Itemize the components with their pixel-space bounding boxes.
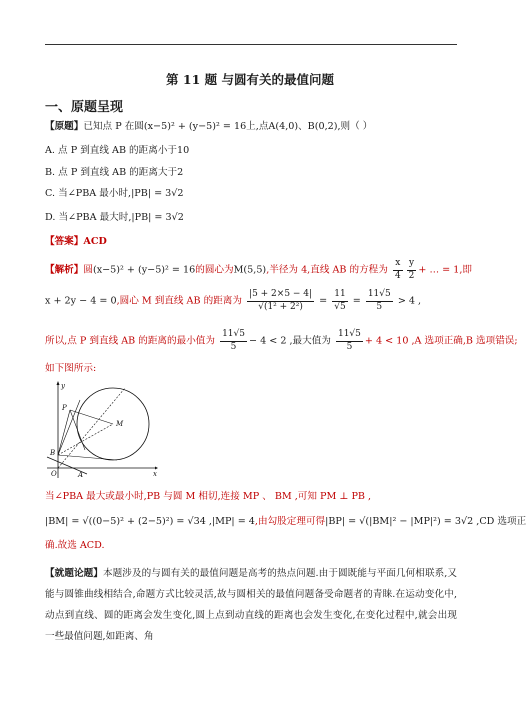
option-b: B. 点 P 到直线 AB 的距离大于2 [45,167,184,178]
analysis-line-1: 【解析】圆(x−5)² + (y−5)² = 16的圆心为M(5,5),半径为 4,直线 AB 的方程为 $\frac{x}{4}$ $\frac{y}{2}$ + … = 1,即 [45,258,472,281]
label-m: M [116,420,124,428]
figure-caption: 如下图所示: [45,363,97,374]
analysis-line-4: 当∠PBA 最大或最小时,PB 与圆 M 相切,连接 MP 、 BM ,可知 PM ⊥ PB , [45,491,372,502]
distance-frac-3: $\frac{11√5}{5}$ [367,289,391,312]
option-a: A. 点 P 到直线 AB 的距离小于10 [45,145,190,156]
segment-pm [70,410,113,424]
analysis-line-2: x + 2y − 4 = 0,圆心 M 到直线 AB 的距离为 $\frac{|5 + 2\times 5 - 4|}{\text{√(1² + 2²)}}$ = $\frac{11}{√5}$ = $\frac{11√5}{5}$ > 4 , [45,289,422,312]
label-a: A [78,471,84,479]
dashed-om [58,388,125,468]
distance-frac-2: $\frac{11}{√5}$ [334,289,346,312]
label-y: y [61,382,65,390]
label-o: O [51,470,57,478]
analysis-line-3: 所以,点 P 到直线 AB 的距离的最小值为 $\frac{11√5}{5}$ − 4 < 2 ,最大值为 $\frac{11√5}{5}$ + 4 < 10 ,A 选项正确,B 选项错误; [45,329,518,352]
problem-stem: 【原题】已知点 P 在圆(x−5)² + (y−5)² = 16上,点A(4,0)、B(0,2),则（ ） [45,121,373,132]
distance-frac: $\frac{|5 + 2\times 5 - 4|}{\text{√(1² + 2²)}}$ [249,289,313,312]
analysis-line-6: 确.故选 ACD. [45,540,105,551]
circle-equation: (x−5)² + (y−5)² = 16 [143,121,247,132]
segment-bp [58,410,70,455]
answer: 【答案】ACD [45,236,107,247]
dashed-bm [58,424,113,455]
line-eq-frac-x: $\frac{x}{4}$ [394,258,401,281]
analysis-tag: 【解析】 [45,264,84,276]
label-x: x [153,470,157,478]
max-frac: $\frac{11√5}{5}$ [337,329,361,352]
label-b: B [50,449,56,457]
problem-tag: 【原题】 [45,121,84,132]
circle-tangent-figure [45,380,160,480]
label-p: P [62,404,67,412]
y-axis-arrow [57,381,60,385]
line-eq-frac-y: $\frac{y}{2}$ [408,258,415,281]
commentary: 【就题论题】本题涉及的与圆有关的最值问题是高考的热点问题.由于圆既能与平面几何相联系,又能与圆锥曲线相结合,命题方式比较灵活,故与圆相关的最值问题备受命题者的青睐.在运动变化中,动点到直线、圆的距离会发生变化,圆上点到动直线的距离也会发生变化,在变化过程中,就会出现一些最值问题,如距离、角 [45,568,457,642]
page-title: 第 11 题 与圆有关的最值问题 [166,72,334,87]
section-heading: 一、原题呈现 [45,100,124,115]
min-frac: $\frac{11√5}{5}$ [222,329,245,352]
points-ab: A(4,0)、B(0,2) [268,121,338,132]
option-c: C. 当∠PBA 最小时,|PB| = 3√2 [45,188,184,199]
tangent-lower [58,455,117,460]
commentary-tag: 【就题论题】 [45,568,103,579]
top-rule [45,44,457,45]
analysis-line-5: |BM| = √((0−5)² + (2−5)²) = √34 ,|MP| = 4,由勾股定理可得|BP| = √(|BM|² − |MP|²) = 3√2 ,CD 选项正 [45,516,526,527]
option-d: D. 当∠PBA 最大时,|PB| = 3√2 [45,212,184,223]
